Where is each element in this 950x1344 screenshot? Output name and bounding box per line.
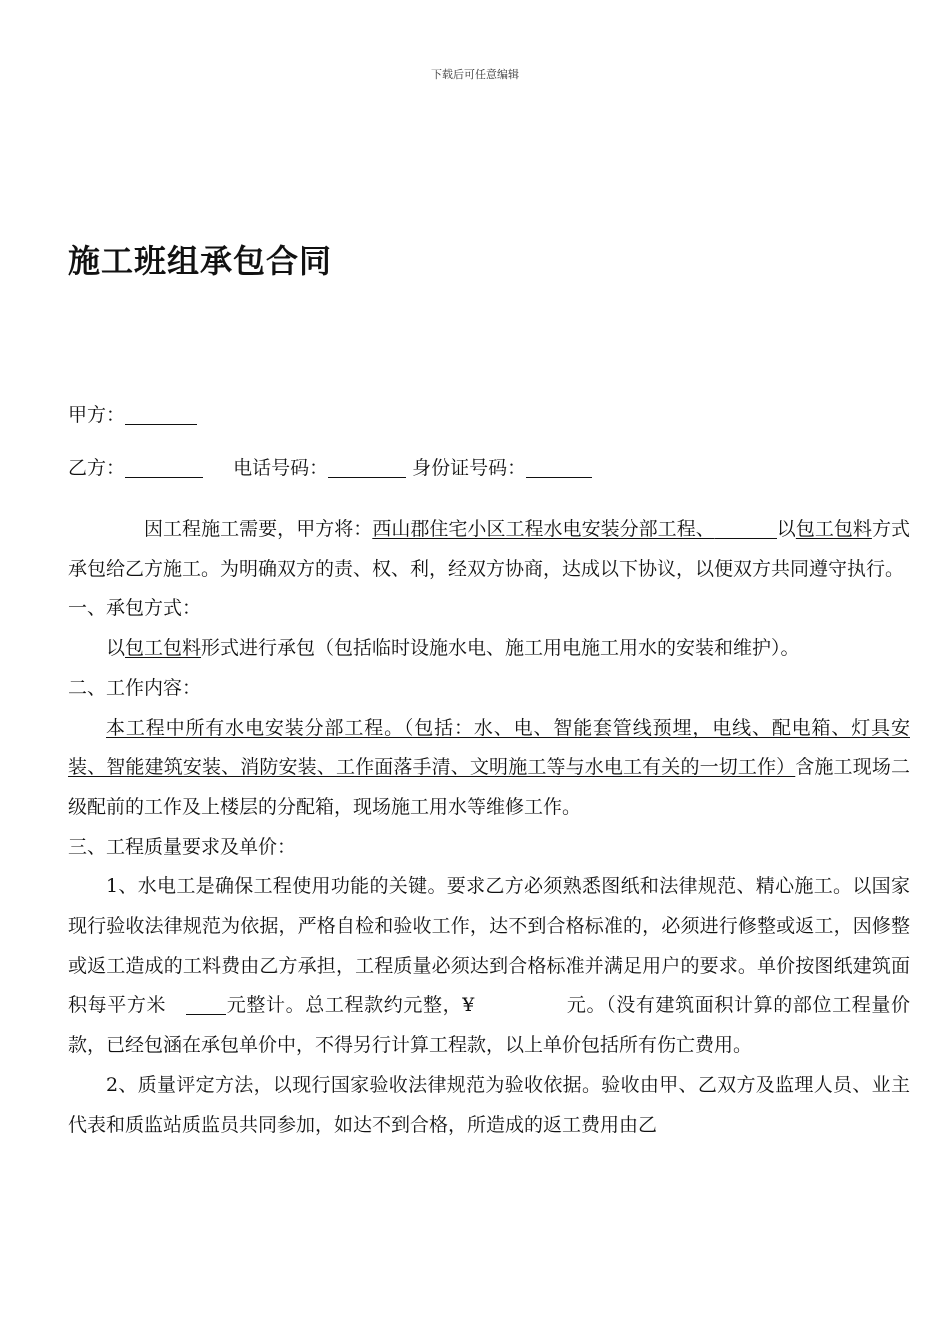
party-a-blank[interactable] <box>125 406 197 425</box>
section-3-clause-1 <box>68 867 910 1066</box>
section-3-heading: 三、工程质量要求及单价： <box>68 835 297 858</box>
party-b-blank[interactable] <box>125 459 203 478</box>
header-note: 下载后可任意编辑 <box>431 68 519 81</box>
party-b-label: 乙方： <box>68 457 126 479</box>
section-1-heading: 一、承包方式： <box>68 597 202 620</box>
unit-price-blank[interactable] <box>186 996 226 1015</box>
s3-p1-text-b: 元整计。总工程款约元整，¥ <box>226 994 475 1017</box>
party-a-line <box>68 400 197 427</box>
intro-paragraph <box>68 510 910 589</box>
s3-p1-text-a: 1、水电工是确保工程使用功能的关键。要求乙方必须熟悉图纸和法律规范、精心施工。以国家现行验收法律规范为依据，严格自检和验收工作，达不到合格标准的，必须进行修整或返工，因修整或返工造成的工料费由乙方承担，工程质量必须达到合格标准并满足用户的要求。单价按图纸建筑面积每平方米 <box>68 875 910 1017</box>
phone-label: 电话号码： <box>233 457 329 479</box>
contract-title: 施工班组承包合同 <box>68 242 333 280</box>
intro-text-1: 因工程施工需要，甲方将： <box>144 518 373 540</box>
s3-p1-text-c: 元。（没有建筑面积计算的部位工程量价款，已经包涵在承包单价中，不得另行计算工程款，以上单价包括所有伤亡费用。 <box>68 994 910 1057</box>
s2-text: 含施工现场二级配前的工作及上楼层的分配箱，现场施工用水等维修工作。 <box>68 756 910 818</box>
section-2-paragraph <box>68 709 910 828</box>
phone-blank[interactable] <box>328 459 406 478</box>
s2-scope: 本工程中所有水电安装分部工程。（包括：水、电、智能套管线预埋，电线、配电箱、灯具安装、智能建筑安装、消防安装、工作面落手清、文明施工等与水电工有关的一切工作） <box>68 716 910 779</box>
project-name: 西山郡住宅小区工程水电安装分部工程、 <box>372 518 715 540</box>
section-1-paragraph <box>68 629 910 669</box>
intro-text-2: 以 <box>776 518 796 540</box>
party-a-label: 甲方： <box>68 404 126 426</box>
section-3-clause-2: 2、质量评定方法，以现行国家验收法律规范为验收依据。验收由甲、乙双方及监理人员、业主代表和质监站质监员共同参加，如达不到合格，所造成的返工费用由乙 <box>68 1073 910 1136</box>
project-blank[interactable] <box>715 520 777 539</box>
s1-text-1: 以 <box>106 637 126 660</box>
section-2-heading: 二、工作内容： <box>68 676 202 699</box>
party-b-line <box>68 453 592 480</box>
id-blank[interactable] <box>526 459 592 478</box>
s1-text-2: 形式进行承包（包括临时设施水电、施工用电施工用水的安装和维护）。 <box>201 637 800 660</box>
s1-contract-mode: 包工包料 <box>125 637 202 660</box>
contract-mode: 包工包料 <box>795 518 872 540</box>
contract-body <box>68 510 910 1145</box>
id-label: 身份证号码： <box>412 457 527 479</box>
intro-text-3: 方式承包给乙方施工。为明确双方的责、权、利，经双方协商，达成以下协议，以便双方共同遵守执行。 <box>68 518 910 580</box>
